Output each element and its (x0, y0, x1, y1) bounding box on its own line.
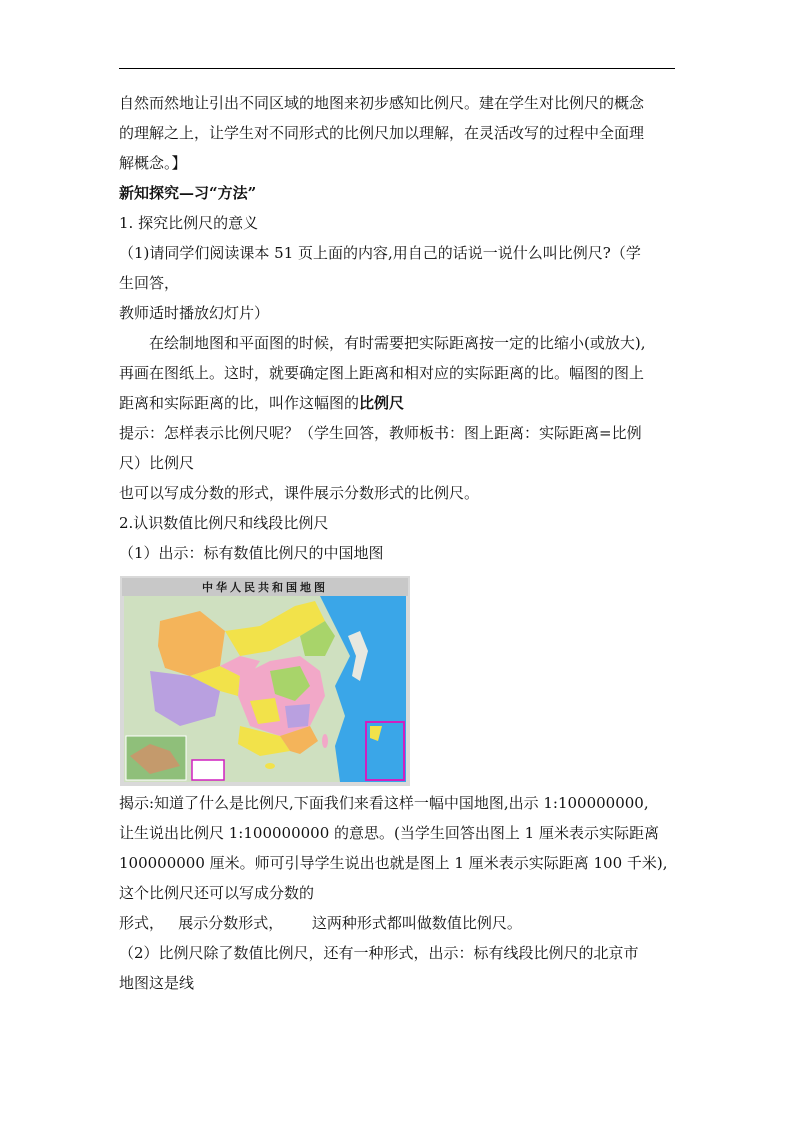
text-line: 解概念。】 (119, 154, 187, 172)
map-title: 中华人民共和国地图 (202, 581, 328, 594)
text-line: 让生说出比例尺 1:100000000 的意思。(当学生回答出图上 1 厘米表示实际距离 (119, 824, 659, 842)
text-line: 也可以写成分数的形式，课件展示分数形式的比例尺。 (119, 484, 480, 502)
text-line (119, 388, 679, 418)
text-span: 距离和实际距离的比，叫作这幅图的 (119, 394, 360, 412)
text-line: （2）比例尺除了数值比例尺，还有一种形式，出示：标有线段比例尺的北京市 (119, 944, 639, 962)
text-line: 100000000 厘米。师可引导学生说出也就是图上 1 厘米表示实际距离 100 千米), (119, 854, 668, 872)
text-line: 生回答， (119, 274, 180, 292)
document-body (119, 88, 679, 998)
text-line: 在绘制地图和平面图的时候，有时需要把实际距离按一定的比缩小(或放大), (149, 334, 646, 352)
text-line: 地图这是线 (119, 974, 195, 992)
header-rule (119, 68, 675, 69)
text-line: 教师适时播放幻灯片） (119, 304, 270, 322)
text-line: （1)请同学们阅读课本 51 页上面的内容,用自己的话说一说什么叫比例尺?（学 (119, 244, 641, 262)
text-line: 再画在图纸上。这时，就要确定图上距离和相对应的实际距离的比。幅图的图上 (119, 364, 645, 382)
section-heading: 新知探究—习“方法” (119, 184, 257, 202)
subsection-title: 2.认识数值比例尺和线段比例尺 (119, 514, 329, 532)
subsection-title: 1. 探究比例尺的意义 (119, 214, 259, 232)
text-line: 的理解之上，让学生对不同形式的比例尺加以理解，在灵活改写的过程中全面理 (119, 124, 645, 142)
term-bold: 比例尺 (359, 394, 405, 412)
text-line: 提示：怎样表示比例尺呢？（学生回答，教师板书：图上距离：实际距离=比例 (119, 424, 642, 442)
text-line: （1）出示：标有数值比例尺的中国地图 (119, 544, 384, 562)
text-line: 形式， 展示分数形式， 这两种形式都叫做数值比例尺。 (119, 914, 522, 932)
text-line: 这个比例尺还可以写成分数的 (119, 884, 315, 902)
text-line: 揭示:知道了什么是比例尺,下面我们来看这样一幅中国地图,出示 1:100000000, (119, 794, 649, 812)
text-line: 尺）比例尺 (119, 454, 195, 472)
text-line: 自然而然地让引出不同区域的地图来初步感知比例尺。建在学生对比例尺的概念 (119, 94, 645, 112)
china-map-image (120, 576, 410, 786)
